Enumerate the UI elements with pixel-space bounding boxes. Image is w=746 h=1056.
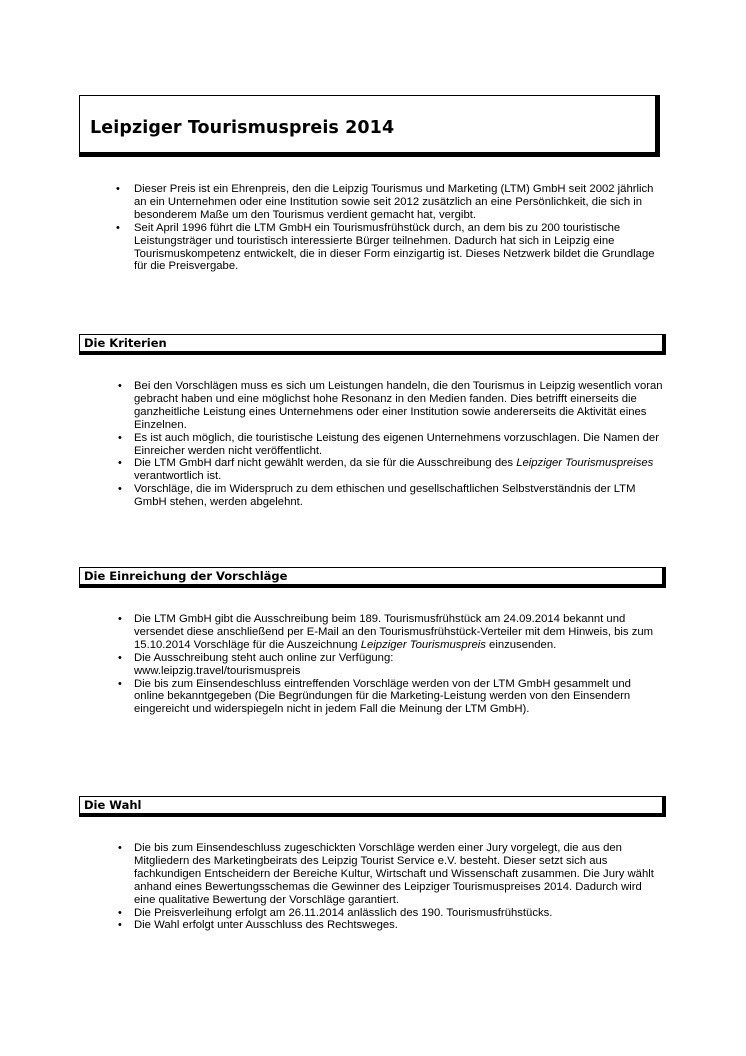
emphasis-text: Leipziger Tourismuspreis (360, 638, 486, 651)
wahl-list (118, 842, 664, 932)
list-item-text: Es ist auch möglich, die touristische Leistung des eigenen Unternehmens vorzuschlagen. Die Namen der Einreicher werden nicht veröffentlicht. (134, 431, 659, 457)
bullet-icon: • (118, 651, 122, 664)
bullet-icon: • (118, 457, 122, 470)
bullet-icon: • (118, 842, 122, 854)
list-item-text: Vorschläge, die im Widerspruch zu dem ethischen und gesellschaftlichen Selbstverständnis der LTM GmbH stehen, werden abgelehnt. (134, 483, 636, 509)
bullet-icon: • (116, 221, 120, 234)
bullet-icon: • (118, 906, 122, 919)
list-item-text: Bei den Vorschlägen muss es sich um Leistungen handeln, die den Tourismus in Leipzig wesentlich voran gebracht haben und eine möglichst hohe Resonanz in den Medien fanden. Dies betrifft einerseits die ganzheitliche Leistung eines Unternehmens oder einer Institution sowie andererseits die Aktivität eines Einzelnen. (134, 380, 663, 431)
list-item-text: Die Preisverleihung erfolgt am 26.11.2014 anlässlich des 190. Tourismusfrühstücks. (134, 906, 553, 919)
list-item (118, 677, 664, 717)
list-item-text: Die Wahl erfolgt unter Ausschluss des Rechtsweges. (134, 919, 398, 932)
list-item-text-part: verantwortlich ist. (134, 470, 222, 483)
list-item (118, 457, 664, 483)
einreichung-list (118, 613, 664, 716)
list-item (118, 380, 664, 432)
list-item (118, 483, 664, 509)
list-item (116, 183, 664, 222)
section-title: Die Kriterien (84, 336, 167, 350)
list-item (118, 919, 664, 932)
list-item-text: Die bis zum Einsendeschluss eintreffenden Vorschläge werden von der LTM GmbH gesammelt und online bekanntgegeben (Die Begründungen für die Marketing-Leistung werden von den Einsendern eingereicht und widerspiegeln nicht in jedem Fall die Meinung der LTM GmbH). (134, 677, 631, 716)
bullet-icon: • (118, 380, 122, 392)
title-box (79, 95, 660, 157)
list-item (118, 842, 664, 907)
kriterien-list (118, 380, 664, 509)
section-title: Die Wahl (84, 798, 142, 812)
list-item-text-part: einzusenden. (485, 638, 557, 651)
bullet-icon: • (118, 613, 122, 625)
intro-list (116, 183, 664, 273)
section-title: Die Einreichung der Vorschläge (84, 569, 288, 583)
list-item-text-part: Die LTM GmbH darf nicht gewählt werden, da sie für die Ausschreibung des (134, 457, 517, 470)
page-title: Leipziger Tourismuspreis 2014 (90, 118, 395, 138)
list-item (116, 221, 664, 274)
list-item-text-part: Die LTM GmbH gibt die Ausschreibung beim 189. Tourismusfrühstück am 24.09.2014 bekannt und versendet diese anschließend per E-Mail an den Tourismusfrühstück-Verteiler mit dem Hinweis, bis zum 15.10.2014 Vorschläge für die Auszeichnung (134, 613, 654, 651)
list-item-text: Die Ausschreibung steht auch online zur Verfügung: (134, 651, 394, 664)
bullet-icon: • (116, 183, 120, 195)
list-item-text: Seit April 1996 führt die LTM GmbH ein Tourismusfrühstück durch, an dem bis zu 200 touristische Leistungsträger und touristisch interessierte Bürger teilnehmen. Dadurch hat sich in Leipzig eine Tourismuskompetenz entwickelt, die in dieser Form einzigartig ist. Dieses Netzwerk bildet die Grundlage für die Preisvergabe. (134, 221, 655, 273)
list-item-text: Die bis zum Einsendeschluss zugeschickten Vorschläge werden einer Jury vorgelegt, die aus den Mitgliedern des Marketingbeirats des Leipzig Tourist Service e.V. besteht. Dieser setzt sich aus fachkundigen Entscheidern der Bereiche Kultur, Wirtschaft und Wissenschaft zusammen. Die Jury wählt anhand eines Bewertungsschemas die Gewinner des Leipziger Tourismuspreises 2014. Dadurch wird eine qualitative Bewertung der Vorschläge garantiert. (134, 842, 654, 906)
section-header-wahl (79, 796, 666, 817)
list-item-text: Dieser Preis ist ein Ehrenpreis, den die Leipzig Tourismus und Marketing (LTM) GmbH seit 2002 jährlich an ein Unternehmen oder eine Institution sowie seit 2012 zusätzlich an eine Persönlichkeit, die sich in besonderem Maße um den Tourismus verdient gemacht hat, vergibt. (134, 183, 654, 221)
list-item (118, 651, 664, 678)
bullet-icon: • (118, 431, 122, 444)
emphasis-text: Leipziger Tourismuspreises (516, 457, 654, 470)
bullet-icon: • (118, 483, 122, 496)
bullet-icon: • (118, 677, 122, 690)
list-item (118, 431, 664, 458)
list-item (118, 906, 664, 920)
bullet-icon: • (118, 919, 122, 932)
list-item (118, 613, 664, 652)
section-header-kriterien (79, 334, 666, 355)
section-header-einreichung (79, 567, 666, 588)
url-text: www.leipzig.travel/tourismuspreis (134, 664, 301, 677)
